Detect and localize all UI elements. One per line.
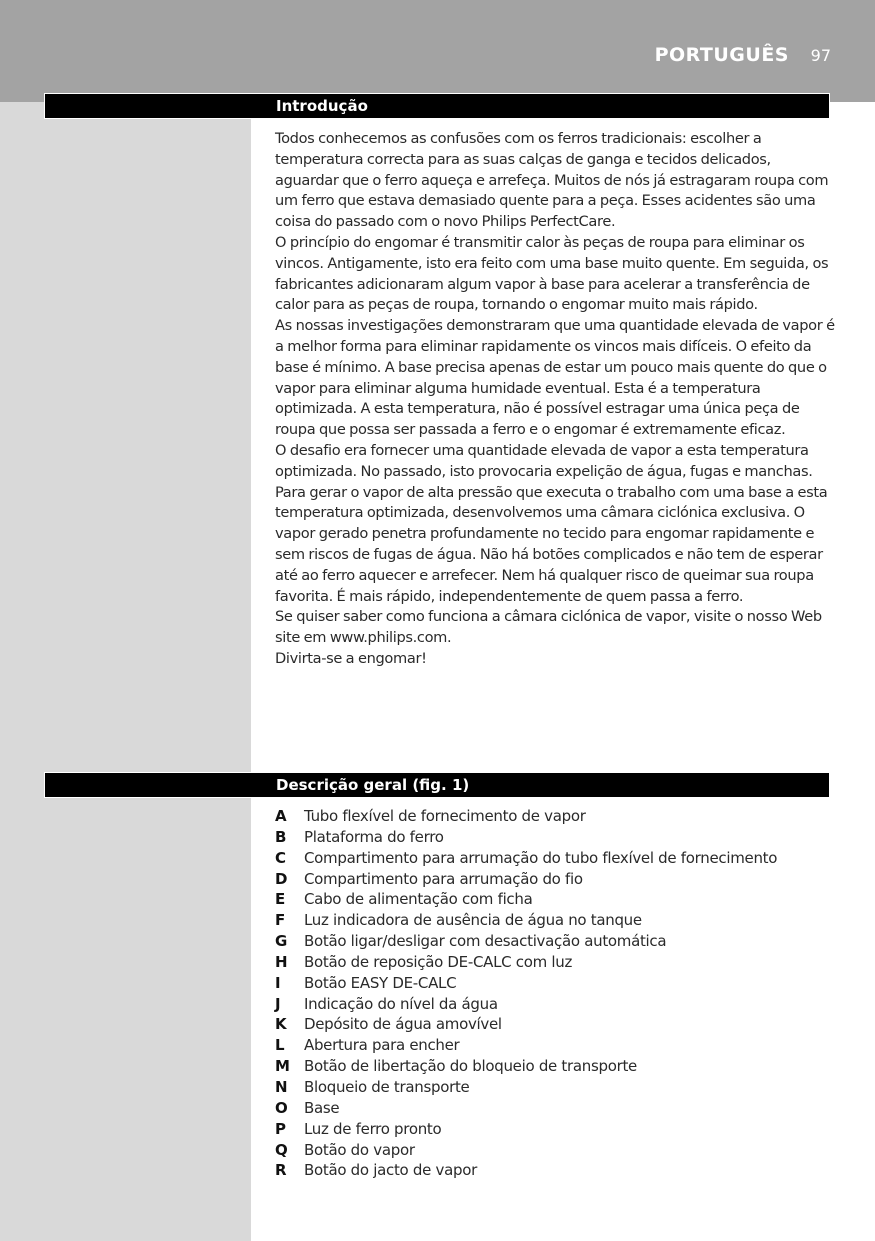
item-text: Compartimento para arrumação do tubo flexível de fornecimento (304, 848, 778, 867)
left-margin-column (0, 102, 251, 1241)
intro-body (275, 129, 835, 670)
list-item (275, 1160, 835, 1181)
item-letter: P (275, 1119, 286, 1138)
item-letter: K (275, 1015, 287, 1034)
item-letter: H (275, 952, 288, 971)
item-letter: Q (275, 1140, 288, 1159)
item-text: Depósito de água amovível (304, 1015, 502, 1034)
item-text: Botão de libertação do bloqueio de transporte (304, 1057, 637, 1076)
item-letter: M (275, 1057, 290, 1076)
item-letter: G (275, 932, 288, 951)
item-text: Botão de reposição DE-CALC com luz (304, 952, 573, 971)
page-number: 97 (810, 46, 831, 65)
paragraph: O desafio era fornecer uma quantidade elevada de vapor a esta temperatura optimizada. No passado, isto provocaria expelição de água, fugas e manchas. (275, 441, 813, 480)
item-text: Plataforma do ferro (304, 827, 444, 846)
item-text: Luz indicadora de ausência de água no tanque (304, 911, 642, 930)
item-letter: B (275, 827, 287, 846)
page-header (0, 0, 875, 102)
list-item (275, 1056, 835, 1077)
list-item (275, 1035, 835, 1056)
item-text: Luz de ferro pronto (304, 1119, 442, 1138)
item-letter: N (275, 1077, 288, 1096)
list-item (275, 1098, 835, 1119)
section-title: Introdução (276, 97, 368, 115)
item-text: Indicação do nível da água (304, 994, 498, 1013)
item-letter: L (275, 1036, 285, 1055)
list-item (275, 931, 835, 952)
item-text: Tubo flexível de fornecimento de vapor (304, 807, 586, 825)
item-letter: J (275, 994, 281, 1013)
section-heading-intro (45, 94, 829, 118)
item-letter: A (275, 807, 287, 825)
item-text: Botão do jacto de vapor (304, 1161, 477, 1180)
item-text: Cabo de alimentação com ficha (304, 890, 533, 909)
item-letter: O (275, 1098, 288, 1117)
list-item (275, 1140, 835, 1161)
item-letter: E (275, 890, 286, 909)
item-letter: C (275, 848, 287, 867)
item-text: Botão EASY DE-CALC (304, 973, 457, 992)
item-text: Base (304, 1098, 340, 1117)
item-text: Botão ligar/desligar com desactivação automática (304, 932, 667, 951)
item-letter: D (275, 869, 288, 888)
list-item (275, 827, 835, 848)
item-letter: I (275, 973, 281, 992)
language-label: PORTUGUÊS (654, 44, 789, 66)
parts-list (275, 806, 835, 1181)
item-text: Bloqueio de transporte (304, 1077, 470, 1096)
item-letter: F (275, 911, 286, 930)
list-item (275, 869, 835, 890)
section-heading-overview (45, 773, 829, 797)
list-item (275, 994, 835, 1015)
paragraph: Todos conhecemos as confusões com os ferros tradicionais: escolher a temperatura correcta para as suas calças de ganga e tecidos delicados, aguardar que o ferro aqueça e arrefeça. Muitos de nós já estragaram roupa com um ferro que estava demasiado quente para a peça. Esses acidentes são uma coisa do passado com o novo Philips PerfectCare. (275, 130, 829, 231)
list-item (275, 973, 835, 994)
list-item (275, 1077, 835, 1098)
paragraph: O princípio do engomar é transmitir calor às peças de roupa para eliminar os vincos. Antigamente, isto era feito com uma base muito quente. Em seguida, os fabricantes adicionaram algum vapor à base para acelerar a transferência de calor para as peças de roupa, tornando o engomar muito mais rápido. (275, 233, 829, 314)
list-item (275, 910, 835, 931)
paragraph: Divirta-se a engomar! (275, 649, 427, 667)
item-text: Botão do vapor (304, 1140, 415, 1159)
section-title: Descrição geral (fig. 1) (276, 776, 470, 794)
item-text: Compartimento para arrumação do fio (304, 869, 583, 888)
list-item (275, 806, 835, 827)
paragraph: Para gerar o vapor de alta pressão que executa o trabalho com uma base a esta temperatura optimizada, desenvolvemos uma câmara ciclónica exclusiva. O vapor gerado penetra profundamente no tecido para engomar rapidamente e sem riscos de fugas de água. Não há botões complicados e não tem de esperar até ao ferro aquecer e arrefecer. Nem há qualquer risco de queimar sua roupa favorita. É mais rápido, independentemente de quem passa a ferro. (275, 483, 828, 605)
list-item (275, 889, 835, 910)
paragraph: As nossas investigações demonstraram que uma quantidade elevada de vapor é a melhor forma para eliminar rapidamente os vincos mais difíceis. O efeito da base é mínimo. A base precisa apenas de estar um pouco mais quente do que o vapor para eliminar alguma humidade eventual. Esta é a temperatura optimizada. A esta temperatura, não é possível estragar uma única peça de roupa que possa ser passada a ferro e o engomar é extremamente eficaz. (275, 317, 835, 439)
list-item (275, 1119, 835, 1140)
item-text: Abertura para encher (304, 1036, 460, 1055)
item-letter: R (275, 1161, 287, 1180)
list-item (275, 848, 835, 869)
list-item (275, 952, 835, 973)
paragraph: Se quiser saber como funciona a câmara ciclónica de vapor, visite o nosso Web site em www.philips.com. (275, 608, 822, 647)
list-item (275, 1014, 835, 1035)
